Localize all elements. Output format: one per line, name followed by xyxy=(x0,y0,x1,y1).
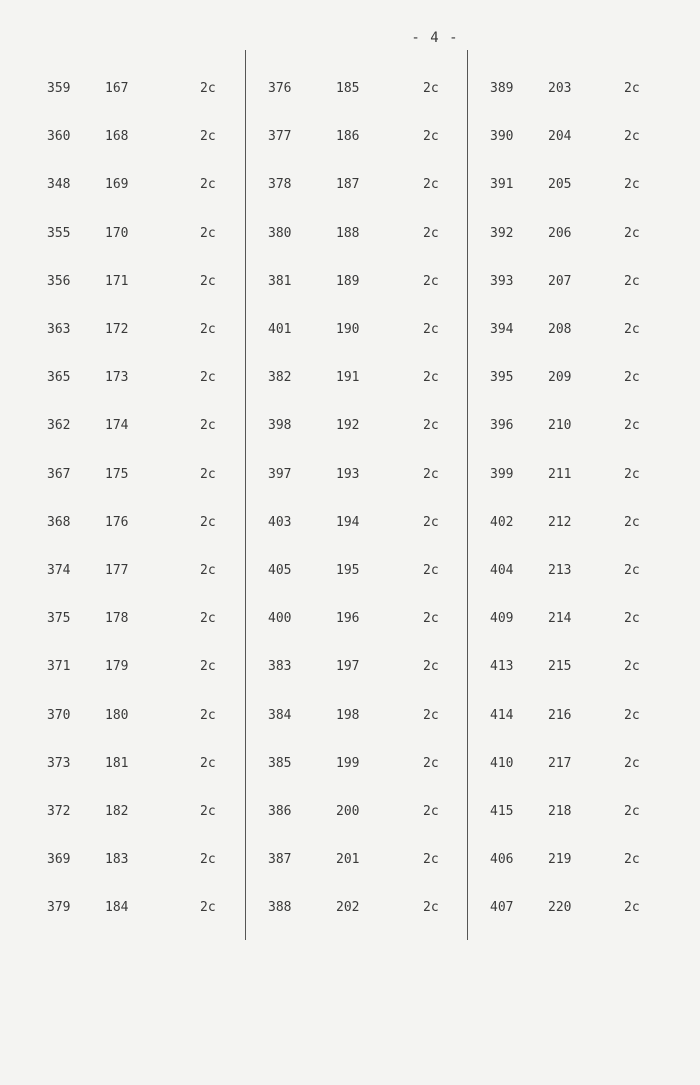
entry-number-cell: 360 xyxy=(47,129,71,145)
entry-number-cell: 375 xyxy=(47,611,71,627)
entry-number-cell: 356 xyxy=(47,273,71,289)
table-row xyxy=(0,515,700,535)
sequence-number-cell: 188 xyxy=(336,225,360,241)
sequence-number-cell: 191 xyxy=(336,370,360,386)
sequence-number-cell: 185 xyxy=(336,81,360,96)
code-cell: 2c xyxy=(624,707,640,723)
sequence-number-cell: 198 xyxy=(336,707,360,723)
sequence-number-cell: 183 xyxy=(105,852,129,868)
entry-number-cell: 406 xyxy=(490,852,514,868)
entry-number-cell: 379 xyxy=(47,900,71,916)
entry-number-cell: 392 xyxy=(490,225,514,241)
sequence-number-cell: 215 xyxy=(548,659,572,675)
table-row xyxy=(0,177,700,197)
entry-number-cell: 409 xyxy=(490,611,514,627)
sequence-number-cell: 194 xyxy=(336,514,360,530)
entry-number-cell: 381 xyxy=(268,273,292,289)
sequence-number-cell: 217 xyxy=(548,755,572,771)
entry-number-cell: 403 xyxy=(268,514,292,530)
entry-number-cell: 394 xyxy=(490,322,514,337)
code-cell: 2c xyxy=(423,755,439,771)
entry-number-cell: 383 xyxy=(268,659,292,675)
entry-number-cell: 362 xyxy=(47,418,71,434)
code-cell: 2c xyxy=(200,659,216,675)
code-cell: 2c xyxy=(423,418,439,434)
entry-number-cell: 387 xyxy=(268,852,292,868)
sequence-number-cell: 189 xyxy=(336,273,360,289)
code-cell: 2c xyxy=(200,755,216,771)
entry-number-cell: 398 xyxy=(268,418,292,434)
sequence-number-cell: 181 xyxy=(105,755,129,771)
code-cell: 2c xyxy=(624,755,640,771)
entry-number-cell: 414 xyxy=(490,707,514,723)
sequence-number-cell: 216 xyxy=(548,707,572,723)
entry-number-cell: 378 xyxy=(268,177,292,193)
sequence-number-cell: 210 xyxy=(548,418,572,434)
code-cell: 2c xyxy=(423,852,439,868)
entry-number-cell: 365 xyxy=(47,370,71,386)
entry-number-cell: 369 xyxy=(47,852,71,868)
code-cell: 2c xyxy=(423,804,439,819)
table-row xyxy=(0,804,700,824)
code-cell: 2c xyxy=(423,563,439,578)
entry-number-cell: 371 xyxy=(47,659,71,675)
sequence-number-cell: 169 xyxy=(105,177,129,193)
code-cell: 2c xyxy=(200,177,216,193)
entry-number-cell: 367 xyxy=(47,466,71,482)
sequence-number-cell: 211 xyxy=(548,466,572,482)
entry-number-cell: 359 xyxy=(47,81,71,96)
entry-number-cell: 415 xyxy=(490,804,514,819)
code-cell: 2c xyxy=(423,81,439,96)
sequence-number-cell: 176 xyxy=(105,514,129,530)
code-cell: 2c xyxy=(624,514,640,530)
code-cell: 2c xyxy=(200,273,216,289)
code-cell: 2c xyxy=(624,900,640,916)
sequence-number-cell: 171 xyxy=(105,273,129,289)
entry-number-cell: 407 xyxy=(490,900,514,916)
entry-number-cell: 390 xyxy=(490,129,514,145)
code-cell: 2c xyxy=(200,466,216,482)
sequence-number-cell: 205 xyxy=(548,177,572,193)
sequence-number-cell: 187 xyxy=(336,177,360,193)
code-cell: 2c xyxy=(200,852,216,868)
sequence-number-cell: 184 xyxy=(105,900,129,916)
code-cell: 2c xyxy=(200,322,216,337)
table-row xyxy=(0,274,700,294)
sequence-number-cell: 170 xyxy=(105,225,129,241)
sequence-number-cell: 180 xyxy=(105,707,129,723)
code-cell: 2c xyxy=(200,900,216,916)
code-cell: 2c xyxy=(624,225,640,241)
entry-number-cell: 376 xyxy=(268,81,292,96)
code-cell: 2c xyxy=(624,852,640,868)
table-row xyxy=(0,322,700,342)
entry-number-cell: 391 xyxy=(490,177,514,193)
entry-number-cell: 410 xyxy=(490,755,514,771)
sequence-number-cell: 204 xyxy=(548,129,572,145)
entry-number-cell: 389 xyxy=(490,81,514,96)
code-cell: 2c xyxy=(200,418,216,434)
code-cell: 2c xyxy=(423,129,439,145)
table-row xyxy=(0,129,700,149)
entry-number-cell: 399 xyxy=(490,466,514,482)
code-cell: 2c xyxy=(624,804,640,819)
table-row xyxy=(0,900,700,920)
code-cell: 2c xyxy=(423,659,439,675)
sequence-number-cell: 179 xyxy=(105,659,129,675)
entry-number-cell: 388 xyxy=(268,900,292,916)
sequence-number-cell: 195 xyxy=(336,563,360,578)
code-cell: 2c xyxy=(423,177,439,193)
sequence-number-cell: 218 xyxy=(548,804,572,819)
sequence-number-cell: 214 xyxy=(548,611,572,627)
code-cell: 2c xyxy=(624,563,640,578)
sequence-number-cell: 178 xyxy=(105,611,129,627)
entry-number-cell: 377 xyxy=(268,129,292,145)
entry-number-cell: 348 xyxy=(47,177,71,193)
entry-number-cell: 370 xyxy=(47,707,71,723)
entry-number-cell: 395 xyxy=(490,370,514,386)
code-cell: 2c xyxy=(200,611,216,627)
code-cell: 2c xyxy=(624,322,640,337)
table-row xyxy=(0,370,700,390)
sequence-number-cell: 219 xyxy=(548,852,572,868)
sequence-number-cell: 182 xyxy=(105,804,129,819)
sequence-number-cell: 168 xyxy=(105,129,129,145)
sequence-number-cell: 197 xyxy=(336,659,360,675)
entry-number-cell: 374 xyxy=(47,563,71,578)
sequence-number-cell: 174 xyxy=(105,418,129,434)
entry-number-cell: 384 xyxy=(268,707,292,723)
code-cell: 2c xyxy=(423,273,439,289)
table-row xyxy=(0,418,700,438)
sequence-number-cell: 199 xyxy=(336,755,360,771)
code-cell: 2c xyxy=(200,129,216,145)
entry-number-cell: 400 xyxy=(268,611,292,627)
code-cell: 2c xyxy=(624,466,640,482)
code-cell: 2c xyxy=(624,611,640,627)
entry-number-cell: 373 xyxy=(47,755,71,771)
entry-number-cell: 401 xyxy=(268,322,292,337)
entry-number-cell: 363 xyxy=(47,322,71,337)
code-cell: 2c xyxy=(423,611,439,627)
table-row xyxy=(0,81,700,101)
entry-number-cell: 396 xyxy=(490,418,514,434)
code-cell: 2c xyxy=(423,900,439,916)
sequence-number-cell: 220 xyxy=(548,900,572,916)
entry-number-cell: 385 xyxy=(268,755,292,771)
sequence-number-cell: 175 xyxy=(105,466,129,482)
entry-number-cell: 413 xyxy=(490,659,514,675)
sequence-number-cell: 201 xyxy=(336,852,360,868)
sequence-number-cell: 208 xyxy=(548,322,572,337)
entry-number-cell: 380 xyxy=(268,225,292,241)
entry-number-cell: 393 xyxy=(490,273,514,289)
entry-number-cell: 404 xyxy=(490,563,514,578)
entry-number-cell: 397 xyxy=(268,466,292,482)
sequence-number-cell: 200 xyxy=(336,804,360,819)
code-cell: 2c xyxy=(200,804,216,819)
code-cell: 2c xyxy=(624,129,640,145)
code-cell: 2c xyxy=(200,225,216,241)
sequence-number-cell: 207 xyxy=(548,273,572,289)
table-row xyxy=(0,659,700,679)
sequence-number-cell: 173 xyxy=(105,370,129,386)
code-cell: 2c xyxy=(423,466,439,482)
code-cell: 2c xyxy=(423,225,439,241)
page-number: - 4 - xyxy=(411,30,459,46)
code-cell: 2c xyxy=(624,659,640,675)
entry-number-cell: 402 xyxy=(490,514,514,530)
entry-number-cell: 386 xyxy=(268,804,292,819)
sequence-number-cell: 203 xyxy=(548,81,572,96)
sequence-number-cell: 186 xyxy=(336,129,360,145)
code-cell: 2c xyxy=(624,418,640,434)
sequence-number-cell: 167 xyxy=(105,81,129,96)
sequence-number-cell: 213 xyxy=(548,563,572,578)
table-row xyxy=(0,708,700,728)
table-row xyxy=(0,611,700,631)
sequence-number-cell: 206 xyxy=(548,225,572,241)
code-cell: 2c xyxy=(200,81,216,96)
code-cell: 2c xyxy=(423,514,439,530)
code-cell: 2c xyxy=(423,707,439,723)
code-cell: 2c xyxy=(423,370,439,386)
sequence-number-cell: 209 xyxy=(548,370,572,386)
sequence-number-cell: 172 xyxy=(105,322,129,337)
table-row xyxy=(0,226,700,246)
code-cell: 2c xyxy=(200,563,216,578)
table-row xyxy=(0,563,700,583)
sequence-number-cell: 212 xyxy=(548,514,572,530)
code-cell: 2c xyxy=(624,177,640,193)
entry-number-cell: 355 xyxy=(47,225,71,241)
sequence-number-cell: 192 xyxy=(336,418,360,434)
sequence-number-cell: 202 xyxy=(336,900,360,916)
code-cell: 2c xyxy=(423,322,439,337)
sequence-number-cell: 177 xyxy=(105,563,129,578)
sequence-number-cell: 196 xyxy=(336,611,360,627)
entry-number-cell: 372 xyxy=(47,804,71,819)
code-cell: 2c xyxy=(200,707,216,723)
code-cell: 2c xyxy=(624,81,640,96)
code-cell: 2c xyxy=(200,514,216,530)
code-cell: 2c xyxy=(200,370,216,386)
entry-number-cell: 405 xyxy=(268,563,292,578)
sequence-number-cell: 190 xyxy=(336,322,360,337)
sequence-number-cell: 193 xyxy=(336,466,360,482)
entry-number-cell: 368 xyxy=(47,514,71,530)
code-cell: 2c xyxy=(624,370,640,386)
entry-number-cell: 382 xyxy=(268,370,292,386)
table-row xyxy=(0,467,700,487)
table-row xyxy=(0,852,700,872)
table-row xyxy=(0,756,700,776)
code-cell: 2c xyxy=(624,273,640,289)
